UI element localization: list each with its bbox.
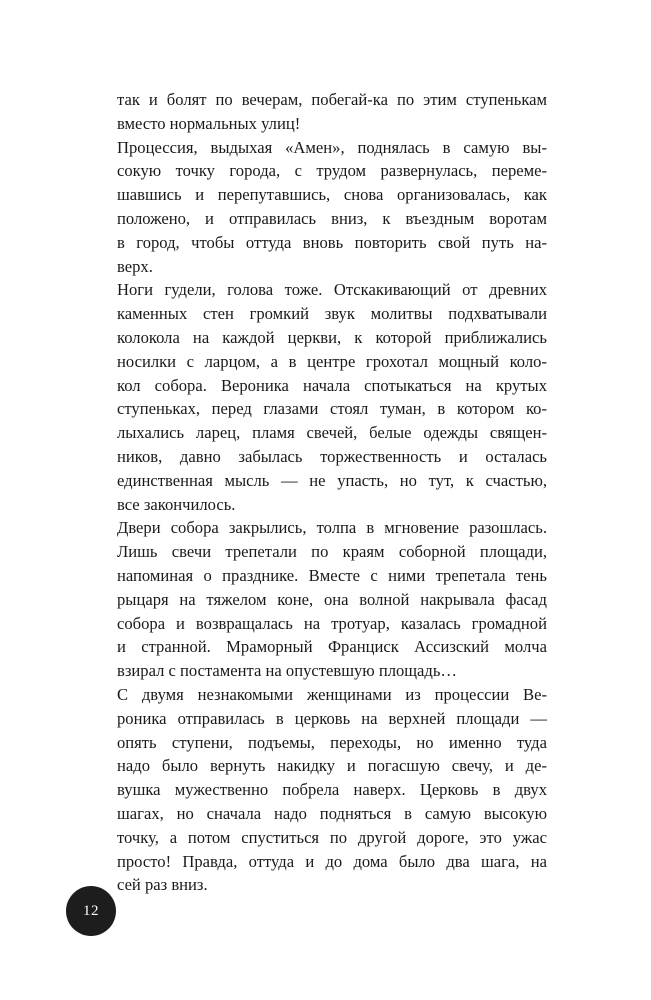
text-line: Процессия, выдыхая «Амен», поднялась в самую вы-: [117, 137, 547, 157]
text-line: колокола на каждой церкви, к которой приближались: [117, 327, 547, 347]
text-line: собора и возвращалась на тротуар, казалась громадной: [117, 613, 547, 633]
text-line: сокую точку города, с трудом развернулась, переме-: [117, 161, 547, 181]
text-line: точку, а потом спуститься по другой дороге, это ужас: [117, 827, 547, 847]
text-line: лыхались ларец, пламя свечей, белые одежды священ-: [117, 423, 547, 443]
text-line: Ноги гудели, голова тоже. Отскакивающий от древних: [117, 280, 547, 300]
text-line: положено, и отправилась вниз, к въездным воротам: [117, 208, 547, 228]
text-line: Лишь свечи трепетали по краям соборной площади,: [117, 542, 547, 562]
text-line: так и болят по вечерам, побегай-ка по этим ступенькам: [117, 90, 547, 109]
text-line: каменных стен громкий звук молитвы подхватывали: [117, 304, 547, 324]
text-line: вместо нормальных улиц!: [117, 113, 301, 133]
text-line: надо было вернуть накидку и погасшую свечу, и де-: [117, 756, 547, 776]
text-line: роника отправилась в церковь на верхней площади —: [117, 708, 547, 728]
text-line: и странной. Мраморный Франциск Ассизский молча: [117, 637, 547, 657]
text-line: шавшись и перепутавшись, снова организовалась, как: [117, 185, 547, 205]
text-line: просто! Правда, оттуда и до дома было два шага, на: [117, 851, 547, 871]
text-line: носилки с ларцом, а в центре грохотал мощный коло-: [117, 351, 547, 371]
text-line: единственная мысль — не упасть, но тут, к счастью,: [117, 470, 547, 490]
page-number-badge: [66, 886, 116, 936]
text-line: рыцаря на тяжелом коне, она волной накрывала фасад: [117, 589, 547, 609]
text-line: вушка мужественно побрела наверх. Церковь в двух: [117, 780, 547, 800]
page-number: 12: [83, 902, 99, 919]
text-line: кол собора. Вероника начала спотыкаться на крутых: [117, 375, 547, 395]
text-line: все закончилось.: [117, 494, 236, 514]
text-line: ников, давно забылась торжественность и осталась: [117, 446, 547, 466]
text-line: верх.: [117, 256, 153, 276]
text-line: сей раз вниз.: [117, 875, 208, 895]
body-text: [117, 88, 547, 897]
text-line: напоминая о празднике. Вместе с ними трепетала тень: [117, 565, 547, 585]
text-line: опять ступени, подъемы, переходы, но именно туда: [117, 732, 547, 752]
text-line: С двумя незнакомыми женщинами из процессии Ве-: [117, 684, 547, 704]
text-line: в город, чтобы оттуда вновь повторить свой путь на-: [117, 232, 547, 252]
text-line: шагах, но сначала надо подняться в самую высокую: [117, 803, 547, 823]
text-line: Двери собора закрылись, толпа в мгновение разошлась.: [117, 518, 547, 538]
text-line: ступеньках, перед глазами стоял туман, в котором ко-: [117, 399, 547, 419]
text-line: взирал с постамента на опустевшую площадь…: [117, 661, 458, 681]
